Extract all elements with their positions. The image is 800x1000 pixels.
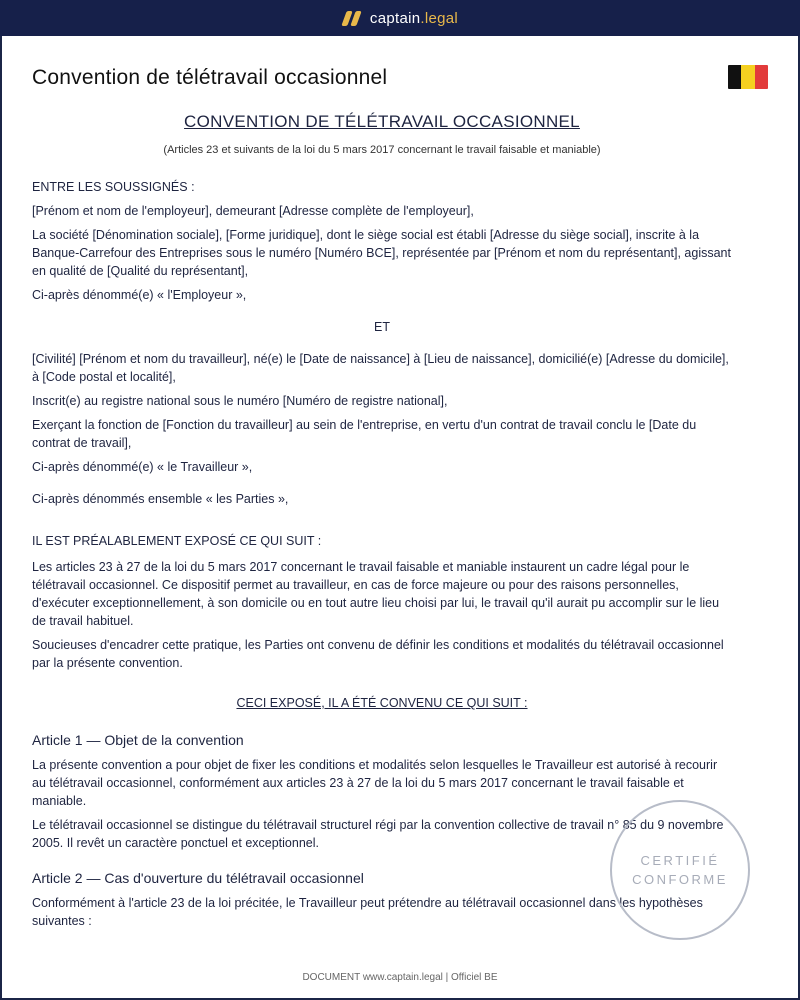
certified-stamp — [610, 800, 750, 940]
employer-paragraph-2: La société [Dénomination sociale], [Forme juridique], dont le siège social est établi [Adresse du siège social], inscrite à la Banque-Carrefour des Entreprises sous le numéro [Numéro BCE], représentée par [Prénom et nom du représentant], agissant en qualité de [Qualité du représentant], — [32, 228, 731, 278]
document-page — [2, 36, 798, 998]
flag-stripe-black — [728, 65, 741, 89]
flag-stripe-red — [755, 65, 768, 89]
article-1-title: Article 1 — Objet de la convention — [32, 732, 244, 748]
brand-name — [370, 10, 458, 27]
worker-paragraph-3: Exerçant la fonction de [Fonction du travailleur] au sein de l'entreprise, en vertu d'un contrat de travail conclu le [Date du contrat de travail], — [32, 418, 697, 450]
convention-heading: CONVENTION DE TÉLÉTRAVAIL OCCASIONNEL — [184, 112, 580, 131]
document-body — [32, 112, 732, 936]
document-title: Convention de télétravail occasionnel — [32, 66, 388, 89]
article-1-paragraph-2: Le télétravail occasionnel se distingue du télétravail structurel régi par la convention collective de travail n° 85 du 9 novembre 2005. Il revêt un caractère ponctuel et exceptionnel. — [32, 818, 724, 850]
parties-together: Ci-après dénommés ensemble « les Parties », — [32, 492, 289, 506]
captain-logo-icon — [342, 10, 362, 26]
et-separator: ET — [374, 320, 390, 334]
brand[interactable] — [342, 10, 458, 27]
worker-paragraph-4: Ci-après dénommé(e) « le Travailleur », — [32, 460, 253, 474]
stamp-line-1: CERTIFIÉ — [640, 853, 720, 868]
stamp-line-2: CONFORME — [632, 872, 728, 887]
worker-paragraph-1: [Civilité] [Prénom et nom du travailleur], né(e) le [Date de naissance] à [Lieu de naissance], domicilié(e) [Adresse du domicile], à [Code postal et localité], — [32, 352, 729, 384]
top-bar — [0, 0, 800, 36]
page-footer: DOCUMENT www.captain.legal | Officiel BE — [302, 972, 498, 983]
convention-subheading: (Articles 23 et suivants de la loi du 5 mars 2017 concernant le travail faisable et maniable) — [163, 144, 601, 156]
article-2-title: Article 2 — Cas d'ouverture du télétravail occasionnel — [32, 870, 364, 886]
article-2-paragraph-1: Conformément à l'article 23 de la loi précitée, le Travailleur peut prétendre au télétravail occasionnel dans les hypothèses suivantes : — [32, 896, 703, 928]
brand-name-main: captain — [369, 9, 421, 27]
employer-paragraph-1: [Prénom et nom de l'employeur], demeurant [Adresse complète de l'employeur], — [32, 204, 474, 218]
flag-stripe-yellow — [741, 65, 754, 89]
expose-paragraph-2: Soucieuses d'encadrer cette pratique, les Parties ont convenu de définir les conditions et modalités du télétravail occasionnel par la présente convention. — [32, 638, 724, 670]
expose-title: IL EST PRÉALABLEMENT EXPOSÉ CE QUI SUIT : — [32, 534, 322, 548]
expose-paragraph-1: Les articles 23 à 27 de la loi du 5 mars 2017 concernant le travail faisable et maniable instaurent un cadre légal pour le télétravail occasionnel. Ce dispositif permet au travailleur, en cas de force majeure ou pour des raisons personnelles, d'exécuter exceptionnellement, à son domicile ou en tout autre lieu choisi par lui, le travail qu'il aurait pu accomplir sur le lieu de travail habituel. — [32, 560, 720, 628]
employer-paragraph-3: Ci-après dénommé(e) « l'Employeur », — [32, 288, 247, 302]
brand-name-tld: .legal — [420, 9, 459, 27]
convenu-heading: CECI EXPOSÉ, IL A ÉTÉ CONVENU CE QUI SUIT : — [236, 696, 528, 710]
worker-paragraph-2: Inscrit(e) au registre national sous le numéro [Numéro de registre national], — [32, 394, 448, 408]
belgium-flag-icon — [728, 65, 768, 89]
parties-title: ENTRE LES SOUSSIGNÉS : — [32, 180, 195, 194]
article-1-paragraph-1: La présente convention a pour objet de fixer les conditions et modalités selon lesquelles le Travailleur est autorisé à recourir au télétravail occasionnel, conformément aux articles 23 à 27 de la loi du 5 mars 2017 concernant le travail faisable et maniable. — [32, 758, 718, 808]
